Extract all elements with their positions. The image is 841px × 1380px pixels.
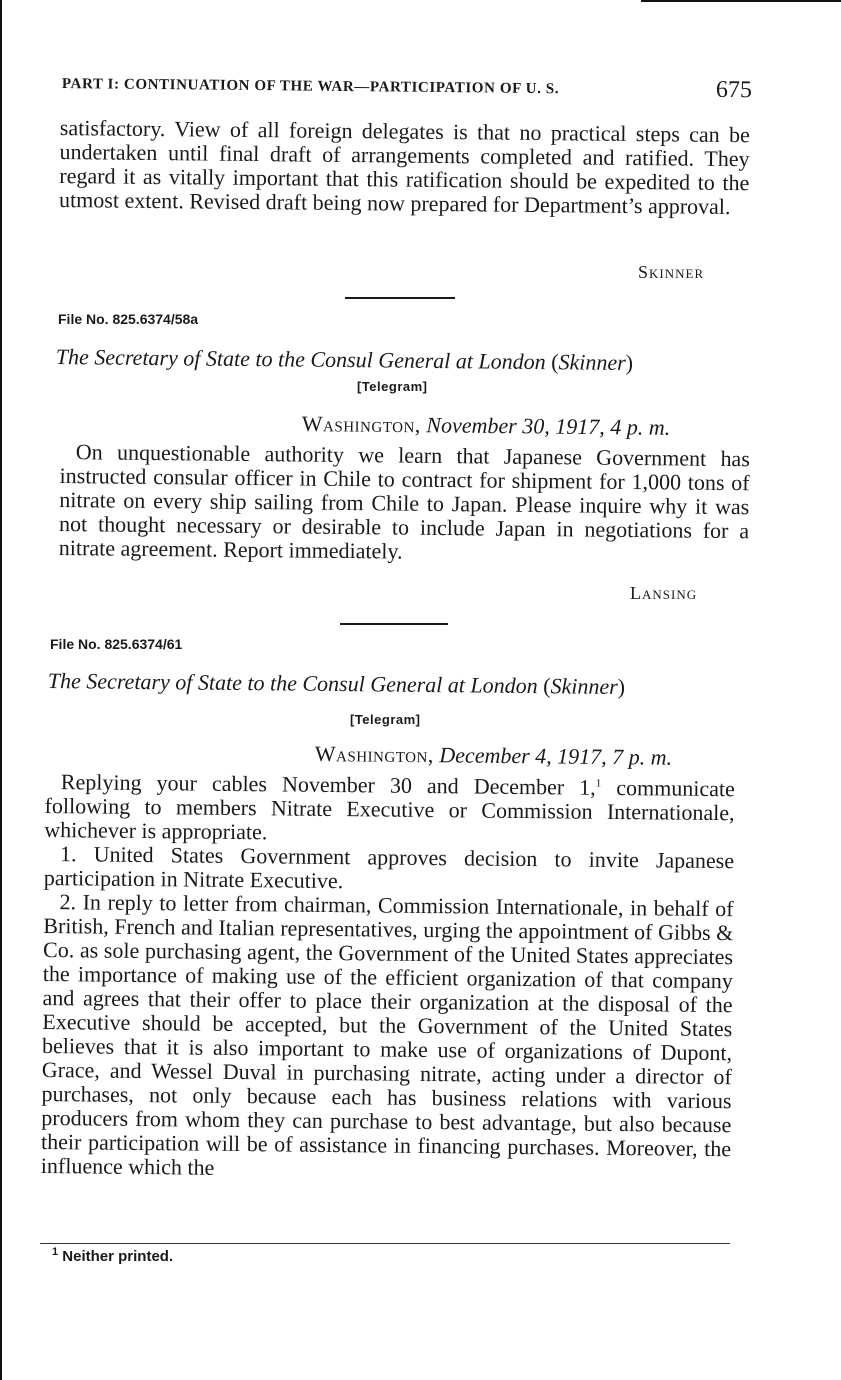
dateline-place: Washington, [314,741,434,768]
section-divider [345,297,455,299]
signature-skinner: Skinner [638,262,705,282]
page-number: 675 [715,76,753,104]
file-number: File No. 825.6374/58a [58,311,199,327]
dateline-date: November 30, 1917, 4 p. m. [426,412,671,440]
dateline [315,741,673,771]
heading-paren-open: ( [543,673,551,699]
heading-paren-close: ) [625,349,634,376]
telegram-body [59,440,750,567]
heading-text: The Secretary of State to the Consul General at London [47,668,538,699]
page-top-edge-line [641,0,841,2]
body-paragraph-text: Replying your cables November 30 and December 1, [60,769,596,800]
body-paragraph: 2. In reply to letter from chairman, Commission Internationale, in behalf of British, French and Italian representatives, urging the appointment of Gibbs & Co. as sole purchasing agent, the Government of the United States appreciates the importance of making use of the efficient organization of that company and agrees that their offer to place their organization at the disposal of the Executive should be accepted, but the Government of the United States believes that it is also important to make use of organizations of Dupont, Grace, and Wessel Duval in purchasing nitrate, acting under a director of purchases, not only because each has business relations with various producers from whom they can purchase to best advantage, but also because their participation will be of assistance in financing purchases. Moreover, the influence which the [40,889,734,1180]
heading-paren-close: ) [617,673,626,700]
file-number: File No. 825.6374/61 [50,636,183,652]
page-edge-line [0,0,2,1380]
document-heading [56,344,633,376]
telegram-tag: [Telegram] [350,712,421,727]
continuation-text: satisfactory. View of all foreign delegates is that no practical steps can be undertaken until final draft of arrangements completed and ratified. They regard it as vitally important that this ratification should be expedited to the utmost extent. Revised draft being now prepared for Department’s approval. [58,115,750,220]
footnote [52,1248,173,1265]
signature-lansing: Lansing [630,583,698,603]
running-head-title: PART I: CONTINUATION OF THE WAR—PARTICIPATION OF U. S. [61,76,560,98]
heading-paren-open: ( [551,349,559,375]
dateline-date: December 4, 1917, 7 p. m. [439,742,673,770]
telegram-body-text: On unquestionable authority we learn that Japanese Government has instructed consular officer in Chile to contract for shipment for 1,000 tons of nitrate on every ship sailing from Chile to Japan. Please inquire why it was not thought necessary or desirable to include Japan in negotiations for a nitrate agreement. Report immediately. [58,439,750,564]
document-heading [48,668,625,700]
footnote-divider [40,1243,730,1244]
telegram-tag: [Telegram] [357,379,428,394]
footnote-reference: 1 [595,777,602,790]
heading-recipient: Skinner [550,673,618,699]
dateline-place: Washington, [301,411,421,438]
telegram-body [41,770,735,1185]
body-paragraph [44,770,735,849]
dateline [302,411,671,441]
body-paragraph: 1. United States Government approves decision to invite Japanese participation in Nitrate Executive. [43,841,735,894]
heading-text: The Secretary of State to the Consul General at London [55,344,546,375]
heading-recipient: Skinner [558,349,626,375]
footnote-mark: 1 [52,1246,59,1258]
continuation-paragraph [59,116,750,219]
section-divider [340,623,448,625]
footnote-text: Neither printed. [62,1248,174,1265]
body-paragraph-text: communicate following to members Nitrate Executive or Commission Internationale, whichever is appropriate. [44,774,735,845]
running-head [61,76,753,104]
